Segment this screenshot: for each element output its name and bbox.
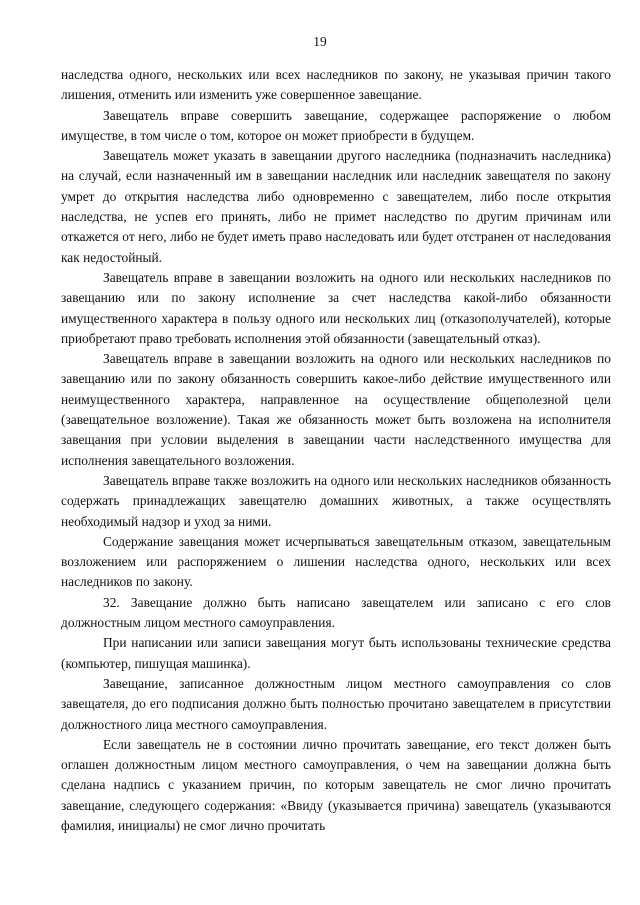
paragraph: Содержание завещания может исчерпываться завещательным отказом, завещательным возложением или распоряжением о лишении наследства одного, нескольких или всех наследников по закону. bbox=[61, 533, 611, 590]
paragraph: Завещание, записанное должностным лицом местного самоуправления со слов завещателя, до его подписания должно быть полностью прочитано завещателем в присутствии должностного лица местного самоуправления. bbox=[61, 675, 611, 732]
paragraph: Завещатель вправе совершить завещание, содержащее распоряжение о любом имуществе, в том числе о том, которое он может приобрести в будущем. bbox=[61, 107, 611, 143]
paragraph-continuation: наследства одного, нескольких или всех наследников по закону, не указывая причин такого лишения, отменить или изменить уже совершенное завещание. bbox=[61, 67, 611, 103]
paragraph-item-32: 32. Завещание должно быть написано завещателем или записано с его слов должностным лицом местного самоуправления. bbox=[61, 594, 611, 631]
document-body bbox=[61, 65, 611, 836]
paragraph: Завещатель может указать в завещании другого наследника (подназначить наследника) на случай, если назначенный им в завещании наследник или наследник завещателя по закону умрет до открытия наследства либо одновременно с завещателем, либо после открытия наследства, не успев его принять, либо не примет наследство по другим причинам или откажется от него, либо не будет иметь право наследовать или будет отстранен от наследования как недостойный. bbox=[61, 148, 611, 265]
paragraph: Завещатель вправе в завещании возложить на одного или нескольких наследников по завещанию или по закону исполнение за счет наследства какой-либо обязанности имущественного характера в пользу одного или нескольких лиц (отказополучателей), которые приобретают право требовать исполнения этой обязанности (завещательный отказ). bbox=[61, 269, 611, 346]
paragraph: Завещатель вправе в завещании возложить на одного или нескольких наследников по завещанию или по закону обязанность совершить какое-либо действие имущественного или неимущественного характера, направленное на осуществление общеполезной цели (завещательное возложение). Такая же обязанность может быть возложена на исполнителя завещания при условии выделения в завещании части наследственного имущества для исполнения завещательного возложения. bbox=[61, 351, 611, 468]
paragraph: Если завещатель не в состоянии лично прочитать завещание, его текст должен быть оглашен должностным лицом местного самоуправления, о чем на завещании должна быть сделана надпись с указанием причин, по которым завещатель не смог лично прочитать завещание, следующего содержания: «Ввиду (указывается причина) завещатель (указываются фамилия, инициалы) не смог лично прочитать bbox=[61, 736, 611, 833]
page-number: 19 bbox=[313, 34, 327, 49]
paragraph: При написании или записи завещания могут быть использованы технические средства (компьютер, пишущая машинка). bbox=[61, 635, 611, 671]
paragraph: Завещатель вправе также возложить на одного или нескольких наследников обязанность содержать принадлежащих завещателю домашних животных, а также осуществлять необходимый надзор и уход за ними. bbox=[61, 472, 611, 529]
